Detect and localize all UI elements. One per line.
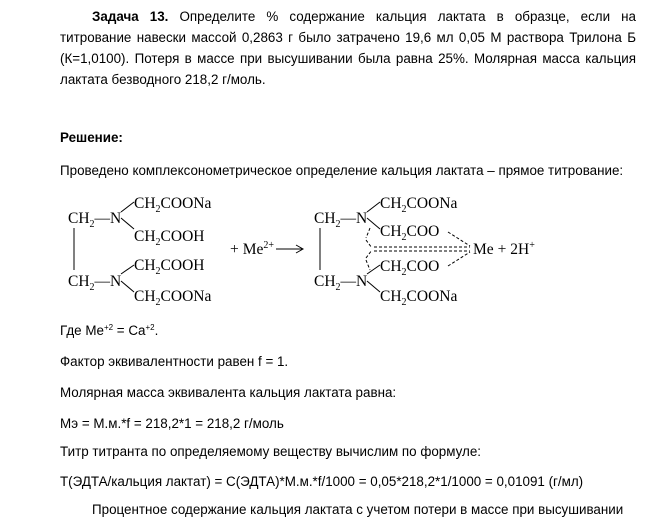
solution-heading: Решение: bbox=[60, 130, 123, 145]
percent-intro: Процентное содержание кальция лактата с учетом потери в массе при высушивании bbox=[92, 502, 624, 517]
svg-text:CH2COOH: $CH_2COOH$ bbox=[134, 257, 205, 277]
svg-text:CH2COONa: $CH_2COONa$ bbox=[380, 195, 458, 215]
titer-formula: Т(ЭДТА/кальция лактат) = С(ЭДТА)*М.м.*f/1000 = 0,05*218,2*1/1000 = 0,01091 (г/мл) bbox=[60, 474, 584, 489]
reaction-scheme bbox=[0, 188, 648, 313]
edta-reagent bbox=[68, 195, 211, 308]
task-text: Определите % содержание кальция лактата в образце, если на титрование навески массой 0,2863 г было затрачено 19,6 мл 0,05 М раствора Трилона Б (К=1,0100). Потеря в массе при высушивании была равна 25%. Молярная масса кальция лактата безводного 218,2 г/моль. bbox=[60, 9, 636, 87]
complexed-metal: Me + 2H+ bbox=[473, 240, 535, 258]
svg-text:CH2—N: $CH_2—N$ bbox=[314, 210, 368, 230]
svg-text:CH2—N: $CH_2—N$ bbox=[68, 210, 122, 230]
molar-eq-intro: Молярная масса эквивалента кальция лактата равна: bbox=[60, 385, 397, 400]
titration-intro: Проведено комплексонометрическое определение кальция лактата – прямое титрование: bbox=[60, 163, 624, 178]
svg-text:CH2COONa: $CH_2COONa$ bbox=[134, 195, 212, 215]
titer-intro: Титр титранта по определяемому веществу вычислим по формуле: bbox=[60, 444, 481, 459]
svg-text:CH2COOH: $CH_2COOH$ bbox=[134, 228, 205, 248]
svg-text:CH2COO: $CH_2COO$ bbox=[380, 258, 440, 278]
molar-eq-formula: Мэ = М.м.*f = 218,2*1 = 218,2 г/моль bbox=[60, 416, 284, 431]
metal-ion-reagent: + $Me^{2+}$ bbox=[230, 240, 275, 258]
svg-text:CH2COO: $CH_2COO$ bbox=[380, 223, 440, 243]
svg-text:CH2COONa: $CH_2COONa$ bbox=[380, 288, 458, 308]
task-label: Задача 13. bbox=[92, 9, 169, 24]
ion-definition: Где $Me^{+2} = Ca^{+2}$. bbox=[60, 323, 159, 338]
svg-text:CH2—N: $CH_2—N$ bbox=[314, 273, 368, 293]
metal-complex-product bbox=[314, 195, 535, 308]
svg-text:CH2COONa: $CH_2COONa$ bbox=[134, 288, 212, 308]
reaction-arrow-icon bbox=[276, 245, 303, 253]
task-statement bbox=[60, 6, 636, 90]
svg-text:CH2—N: $CH_2—N$ bbox=[68, 273, 122, 293]
equivalence-factor: Фактор эквивалентности равен f = 1. bbox=[60, 354, 289, 369]
